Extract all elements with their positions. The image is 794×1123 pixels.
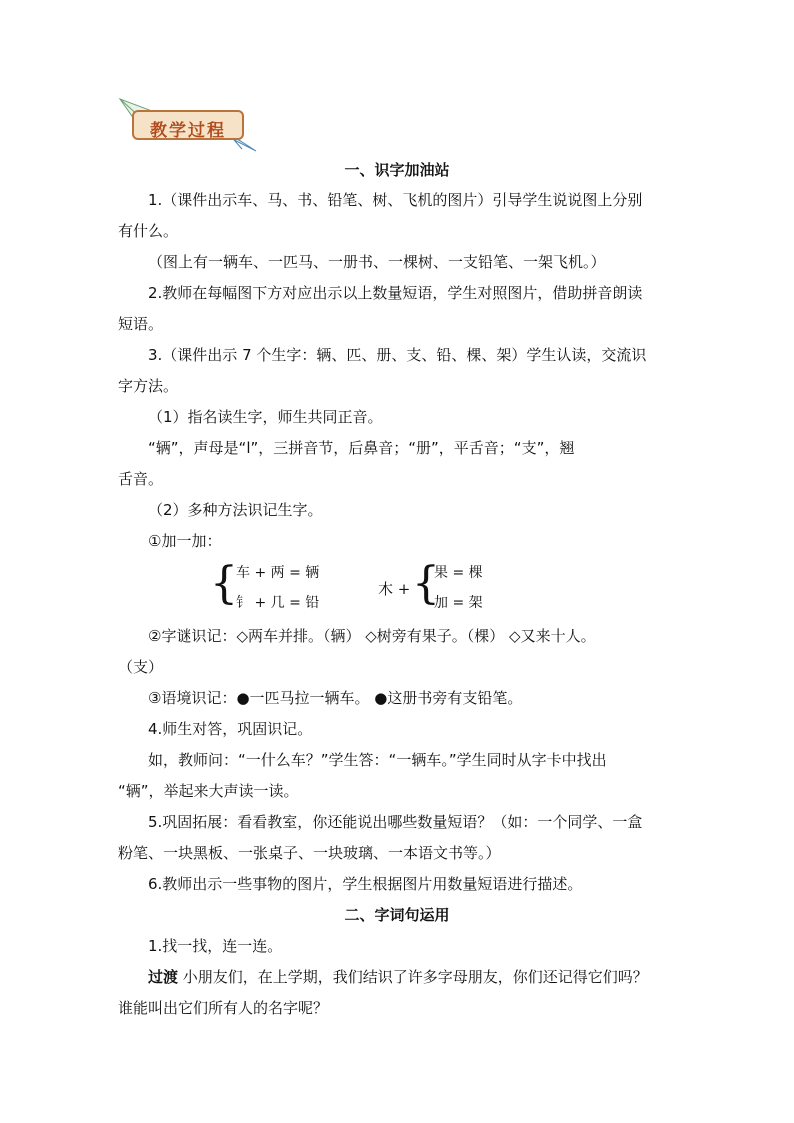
paragraph-6-line-1: “辆”，声母是“l”，三拼音节，后鼻音；“册”，平舌音；“支”，翘 xyxy=(148,439,575,457)
banner-title: 教学过程 xyxy=(150,121,226,141)
left-brace: { xyxy=(210,558,238,609)
paragraph-9-line-1: ②字谜识记：◇两车并排。（辆） ◇树旁有果子。（棵） ◇又来十人。 xyxy=(148,627,596,645)
formula-right-row-2: 加 = 架 xyxy=(434,595,483,611)
banner-tag xyxy=(132,110,244,140)
paragraph-3-line-1: 2.教师在每幅图下方对应出示以上数量短语，学生对照图片，借助拼音朗读 xyxy=(148,284,643,302)
paragraph-14: 6.教师出示一些事物的图片，学生根据图片用数量短语进行描述。 xyxy=(148,875,583,893)
section-heading-2: 二、字词句运用 xyxy=(344,906,450,924)
formula-right-row-1: 果 = 棵 xyxy=(434,565,483,581)
paragraph-12-line-1: 如，教师问：“一什么车？”学生答：“一辆车。”学生同时从字卡中找出 xyxy=(148,751,607,769)
question-1: 1.找一找，连一连。 xyxy=(148,937,283,955)
section-heading-1: 一、识字加油站 xyxy=(344,161,450,179)
paragraph-12-line-2: “辆”，举起来大声读一读。 xyxy=(118,782,299,800)
paragraph-1-line-1: 1.（课件出示车、马、书、铅笔、树、飞机的图片）引导学生说说图上分别 xyxy=(148,191,643,209)
formula-left-row-2: 钅 + 几 = 铅 xyxy=(236,595,320,611)
paragraph-8: ①加一加： xyxy=(148,532,222,550)
paragraph-4-line-2: 字方法。 xyxy=(118,377,179,395)
formula-left-row-1: 车 + 两 = 辆 xyxy=(236,565,320,581)
paragraph-7: （2）多种方法识记生字。 xyxy=(148,501,323,519)
formula-right-prefix: 木 + xyxy=(378,580,411,598)
paragraph-2: （图上有一辆车、一匹马、一册书、一棵树、一支铅笔、一架飞机。） xyxy=(148,253,606,271)
paragraph-3-line-2: 短语。 xyxy=(118,315,164,333)
paragraph-1-line-2: 有什么。 xyxy=(118,222,179,240)
transition-line-1 xyxy=(148,967,706,987)
paragraph-13-line-1: 5.巩固拓展：看看教室，你还能说出哪些数量短语？（如：一个同学、一盒 xyxy=(148,813,643,831)
section-banner xyxy=(118,97,258,153)
paragraph-9-line-2: （支） xyxy=(118,658,164,676)
paragraph-4-line-1: 3.（课件出示 7 个生字：辆、匹、册、支、铅、棵、架）学生认读，交流识 xyxy=(148,346,647,364)
paragraph-11: 4.师生对答，巩固识记。 xyxy=(148,720,313,738)
transition-text: 小朋友们，在上学期，我们结识了许多字母朋友，你们还记得它们吗？ xyxy=(178,968,648,986)
paragraph-10: ③语境识记：●一匹马拉一辆车。 ●这册书旁有支铅笔。 xyxy=(148,689,523,707)
paragraph-5: （1）指名读生字，师生共同正音。 xyxy=(148,408,383,426)
transition-line-2: 谁能叫出它们所有人的名字呢？ xyxy=(118,999,329,1017)
paragraph-13-line-2: 粉笔、一块黑板、一张桌子、一块玻璃、一本语文书等。） xyxy=(118,844,501,862)
paragraph-6-line-2: 舌音。 xyxy=(118,470,164,488)
right-brace: { xyxy=(412,558,440,609)
transition-label: 过渡 xyxy=(148,968,179,986)
